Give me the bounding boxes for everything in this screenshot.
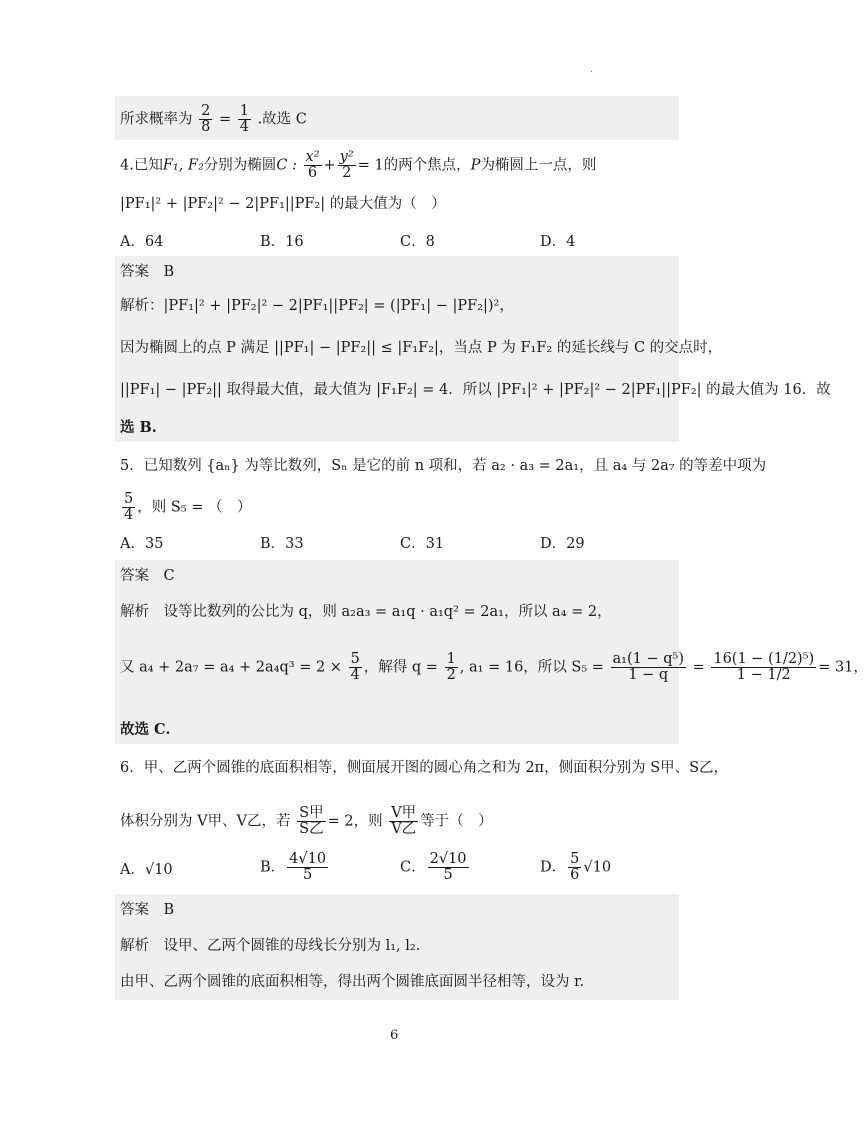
- q6-option-d: D． $\frac{5}{6}$ √10: [540, 851, 612, 883]
- q5-analysis-1: 解析 设等比数列的公比为 q，则 a₂a₃ = a₁q · a₁q² = 2a₁，所以 a₄ = 2，: [120, 604, 612, 620]
- fraction-5-4: $\frac{5}{4}$: [124, 491, 134, 523]
- q4-analysis-4: 选 B.: [120, 419, 157, 436]
- q4-option-a: A．64: [120, 234, 164, 250]
- q6-stem-line1: 6．甲、乙两个圆锥的底面积相等，侧面展开图的圆心角之和为 2π，侧面积分别为 S甲、S乙，: [120, 760, 729, 776]
- fraction-s-ratio: $\frac{\text{S甲}}{\text{S乙}}$: [299, 805, 324, 837]
- fraction-1-2: $\frac{1}{2}$: [446, 651, 456, 683]
- header-mark: .: [590, 64, 594, 75]
- q3-text-b: .故选 C: [257, 111, 307, 128]
- fraction-5-4b: $\frac{5}{4}$: [350, 651, 360, 683]
- q5-analysis-2: 又 a₄ + 2a₇ = a₄ + 2a₄q³ = 2 × $\frac{5}{4}$ ，解得 q = $\frac{1}{2}$ , a₁ = 16，所以 S₅ = $\frac{\text{a₁(1 − q⁵)}}{1 - q}$ = $\frac{\text{16(1 − (1/2)⁵)}}{1 - 1/2}$ = 31，: [120, 651, 868, 683]
- q6-stem-line2: 体积分别为 V甲、V乙，若 $\frac{\text{S甲}}{\text{S乙}}$ = 2，则 $\frac{\text{V甲}}{\text{V乙}}$ 等于（ ）: [120, 805, 493, 837]
- q5-analysis-3: 故选 C.: [120, 721, 171, 738]
- q5-stem-line2: $\frac{5}{4}$ ，则 S₅ = （ ）: [124, 491, 252, 523]
- q5-option-b: B．33: [260, 536, 304, 552]
- q5-option-c: C．31: [400, 536, 445, 552]
- fraction-s5-formula: $\frac{\text{a₁(1 − q⁵)}}{1 - q}$: [612, 651, 684, 683]
- fraction-v-ratio: $\frac{\text{V甲}}{\text{V乙}}$: [391, 805, 417, 837]
- q5-option-a: A．35: [120, 536, 164, 552]
- q3-eq: =: [218, 111, 236, 128]
- q3-text-a: 所求概率为: [120, 111, 193, 128]
- q4-answer: 答案 B: [120, 264, 175, 280]
- q6-option-a: A．√10: [120, 862, 173, 878]
- q6-analysis-2: 由甲、乙两个圆锥的底面积相等，得出两个圆锥底面圆半径相等，设为 r.: [120, 974, 585, 990]
- q4-stem-line2: |PF₁|² + |PF₂|² − 2|PF₁||PF₂| 的最大值为（ ）: [120, 196, 446, 212]
- q5-option-d: D．29: [540, 536, 585, 552]
- q6-analysis-1: 解析 设甲、乙两个圆锥的母线长分别为 l₁, l₂.: [120, 938, 421, 954]
- page-number: 6: [390, 1028, 399, 1043]
- q6-answer: 答案 B: [120, 902, 175, 918]
- q5-answer: 答案 C: [120, 568, 175, 584]
- fraction-s5-value: $\frac{\text{16(1 − (1/2)⁵)}}{1 - 1/2}$: [713, 651, 815, 683]
- fraction-y2-2: $\frac{\text{y²}}{2}$: [339, 149, 354, 181]
- q4-analysis-2: 因为椭圆上的点 P 满足 ||PF₁| − |PF₂|| ≤ |F₁F₂|，当点 P 为 F₁F₂ 的延长线与 C 的交点时，: [120, 340, 723, 356]
- q3-conclusion: [120, 104, 307, 135]
- q4-option-d: D．4: [540, 234, 576, 250]
- q6-option-c: C． $\frac{2√10}{5}$: [400, 851, 467, 883]
- q4-stem-line1: 4.已知F₁, F₂分别为椭圆C : $\frac{\text{x²}}{6}$ + $\frac{\text{y²}}{2}$ = 1的两个焦点，P为椭圆上一点，则: [120, 149, 597, 181]
- fraction-1-4: $\frac{1}{4}$: [239, 103, 249, 135]
- q4-analysis-1: 解析：|PF₁|² + |PF₂|² − 2|PF₁||PF₂| = (|PF₁| − |PF₂|)²，: [120, 298, 514, 314]
- q4-option-c: C．8: [400, 234, 435, 250]
- q6-option-b: B． $\frac{4√10}{5}$: [260, 851, 327, 883]
- fraction-x2-6: $\frac{\text{x²}}{6}$: [305, 149, 320, 181]
- fraction-2-8: $\frac{2}{8}$: [201, 103, 211, 135]
- q4-analysis-3: ||PF₁| − |PF₂|| 取得最大值，最大值为 |F₁F₂| = 4．所以 |PF₁|² + |PF₂|² − 2|PF₁||PF₂| 的最大值为 16．故: [120, 382, 831, 398]
- q4-option-b: B．16: [260, 234, 304, 250]
- q5-stem-line1: 5．已知数列 {aₙ} 为等比数列，Sₙ 是它的前 n 项和，若 a₂ · a₃ = 2a₁，且 a₄ 与 2a₇ 的等差中项为: [120, 458, 767, 474]
